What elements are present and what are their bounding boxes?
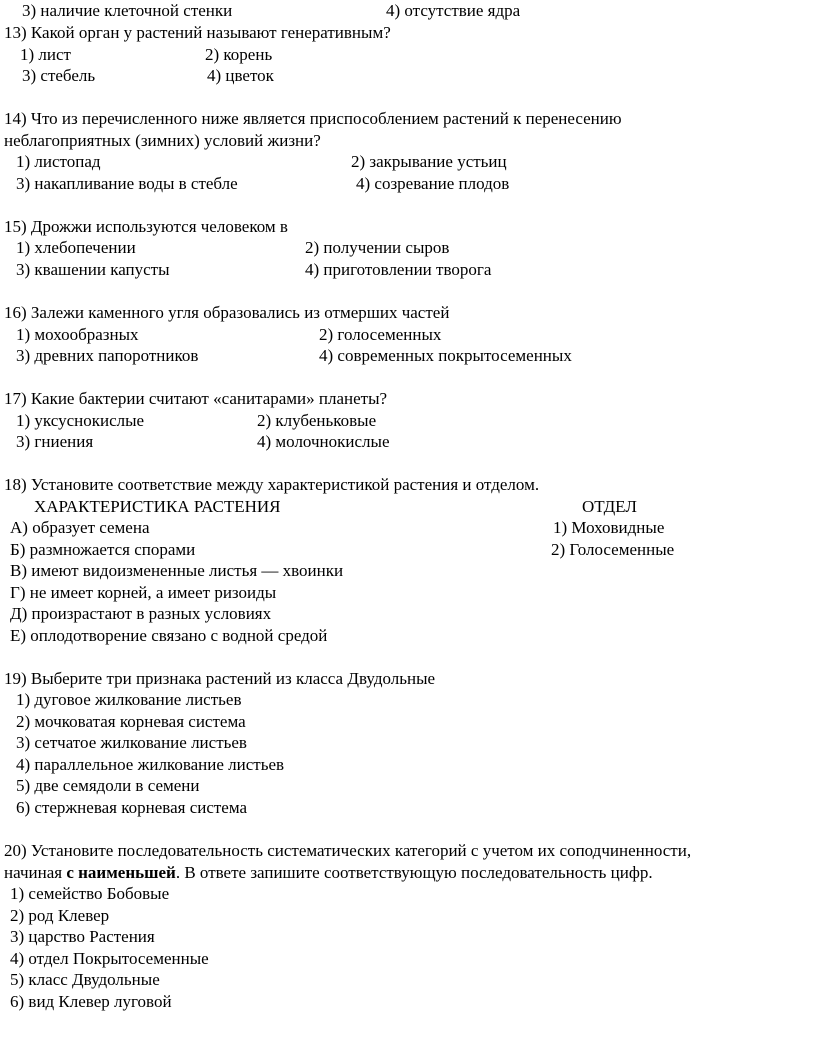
q15-option-1: 1) хлебопечении: [16, 238, 136, 257]
q12-option-3: 3) наличие клеточной стенки: [22, 1, 233, 20]
q20-question-line-1: 20) Установите последовательность систематических категорий с учетом их соподчиненности,: [4, 841, 692, 860]
q20-question-emphasis: с наименьшей: [66, 863, 176, 882]
q15-question: 15) Дрожжи используются человеком в: [4, 217, 288, 236]
q20-option-3: 3) царство Растения: [10, 927, 155, 946]
q13-option-2: 2) корень: [205, 45, 273, 64]
q14-option-1: 1) листопад: [16, 152, 101, 171]
q20-option-2: 2) род Клевер: [10, 906, 110, 925]
q20-question-pre: начиная: [4, 863, 67, 882]
q20-option-1: 1) семейство Бобовые: [10, 884, 170, 903]
q16-option-4: 4) современных покрытосеменных: [319, 346, 572, 365]
q20-option-4: 4) отдел Покрытосеменные: [10, 949, 209, 968]
q16-option-3: 3) древних папоротников: [16, 346, 199, 365]
q17-option-3: 3) гниения: [16, 432, 94, 451]
q20-question-line-2: [4, 863, 653, 883]
q15-option-3: 3) квашении капусты: [16, 260, 170, 279]
q14-option-3: 3) накапливание воды в стебле: [16, 174, 238, 193]
q19-option-6: 6) стержневая корневая система: [16, 798, 248, 817]
q19-option-2: 2) мочковатая корневая система: [16, 712, 246, 731]
q18-characteristic-d: Д) произрастают в разных условиях: [10, 604, 272, 623]
q16-option-2: 2) голосеменных: [319, 325, 442, 344]
q13-option-1: 1) лист: [20, 45, 71, 64]
q18-characteristic-a: А) образует семена: [10, 518, 150, 537]
q17-option-1: 1) уксуснокислые: [16, 411, 145, 430]
q17-question: 17) Какие бактерии считают «санитарами» планеты?: [4, 389, 388, 408]
q16-question: 16) Залежи каменного угля образовались из отмерших частей: [4, 303, 450, 322]
q20-option-6: 6) вид Клевер луговой: [10, 992, 172, 1011]
q18-division-1: 1) Моховидные: [553, 518, 665, 537]
q12-option-4: 4) отсутствие ядра: [386, 1, 521, 20]
q13-option-4: 4) цветок: [207, 66, 274, 85]
q13-question: 13) Какой орган у растений называют генеративным?: [4, 23, 391, 42]
q14-question-line-1: 14) Что из перечисленного ниже является приспособлением растений к перенесению: [4, 109, 622, 128]
q17-option-2: 2) клубеньковые: [257, 411, 377, 430]
q19-question: 19) Выберите три признака растений из класса Двудольные: [4, 669, 436, 688]
q18-question: 18) Установите соответствие между характеристикой растения и отделом.: [4, 475, 540, 494]
q18-characteristic-e: Е) оплодотворение связано с водной средой: [10, 626, 328, 645]
q17-option-4: 4) молочнокислые: [257, 432, 390, 451]
q13-option-3: 3) стебель: [22, 66, 96, 85]
q14-question-line-2: неблагоприятных (зимних) условий жизни?: [4, 131, 321, 150]
q19-option-5: 5) две семядоли в семени: [16, 776, 200, 795]
q18-characteristic-g: Г) не имеет корней, а имеет ризоиды: [10, 583, 277, 602]
q18-right-column-header: ОТДЕЛ: [582, 497, 637, 516]
q14-option-4: 4) созревание плодов: [356, 174, 510, 193]
q19-option-3: 3) сетчатое жилкование листьев: [16, 733, 247, 752]
q20-option-5: 5) класс Двудольные: [10, 970, 160, 989]
q19-option-1: 1) дуговое жилкование листьев: [16, 690, 242, 709]
q15-option-2: 2) получении сыров: [305, 238, 450, 257]
q18-division-2: 2) Голосеменные: [551, 540, 675, 559]
q15-option-4: 4) приготовлении творога: [305, 260, 492, 279]
q19-option-4: 4) параллельное жилкование листьев: [16, 755, 285, 774]
q16-option-1: 1) мохообразных: [16, 325, 139, 344]
q18-characteristic-v: В) имеют видоизмененные листья — хвоинки: [10, 561, 344, 580]
q20-question-post: . В ответе запишите соответствующую последовательность цифр.: [175, 863, 653, 882]
q18-characteristic-b: Б) размножается спорами: [10, 540, 196, 559]
q14-option-2: 2) закрывание устьиц: [351, 152, 507, 171]
q18-left-column-header: ХАРАКТЕРИСТИКА РАСТЕНИЯ: [34, 497, 281, 516]
